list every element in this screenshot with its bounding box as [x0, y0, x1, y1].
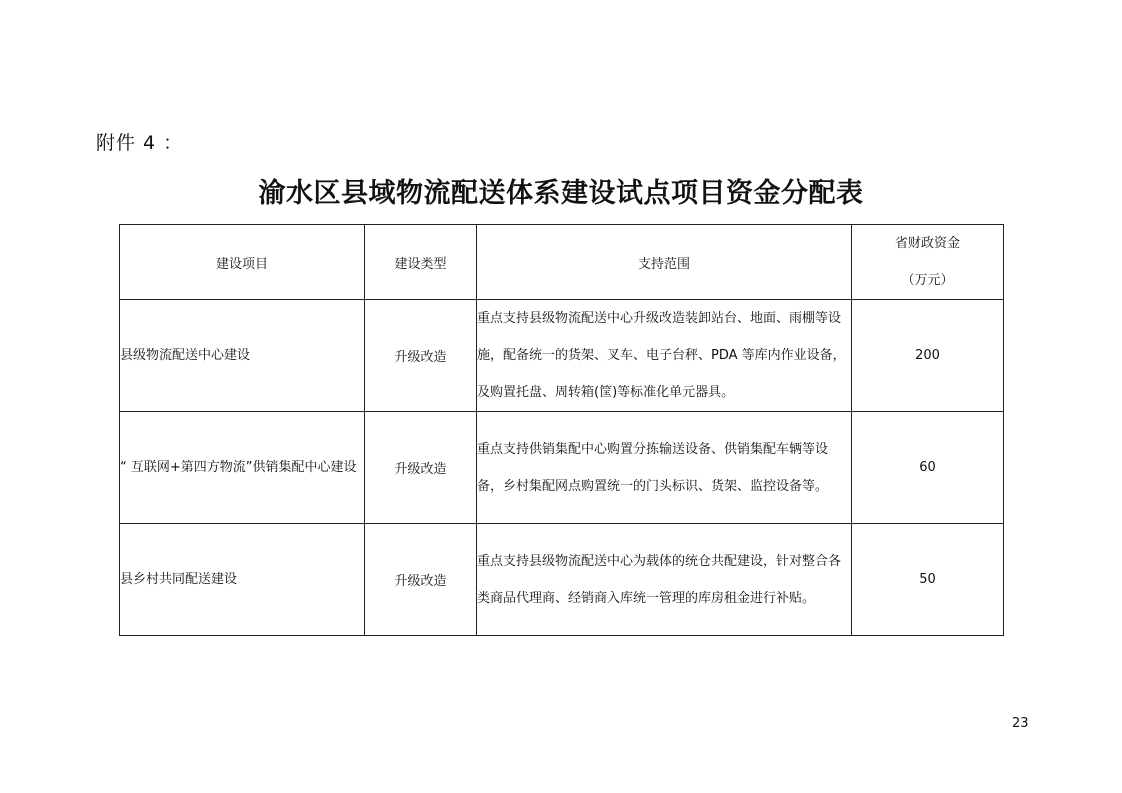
header-funding-label: 省财政资金 [894, 236, 960, 251]
table-row [120, 412, 1004, 524]
cell-funding: 50 [852, 524, 1004, 636]
cell-project: 县乡村共同配送建设 [120, 524, 365, 636]
cell-funding: 200 [852, 300, 1004, 412]
attachment-label: 附件 4 ： [96, 132, 184, 154]
fund-allocation-table [119, 224, 1004, 636]
document-title: 渝水区县域物流配送体系建设试点项目资金分配表 [258, 178, 864, 209]
header-funding-unit: （万元） [901, 273, 954, 288]
cell-project: “ 互联网+第四方物流”供销集配中心建设 [120, 412, 365, 524]
table-header-row [120, 225, 1004, 300]
cell-funding: 60 [852, 412, 1004, 524]
table-row [120, 524, 1004, 636]
cell-scope: 重点支持供销集配中心购置分拣输送设备、供销集配车辆等设备，乡村集配网点购置统一的门头标识、货架、监控设备等。 [477, 412, 852, 524]
table-row [120, 300, 1004, 412]
cell-scope: 重点支持县级物流配送中心升级改造装卸站台、地面、雨棚等设施，配备统一的货架、叉车、电子台秤、PDA 等库内作业设备，及购置托盘、周转箱(筐)等标准化单元器具。 [477, 300, 852, 412]
header-project: 建设项目 [120, 225, 365, 300]
cell-project: 县级物流配送中心建设 [120, 300, 365, 412]
header-funding [852, 225, 1004, 300]
header-scope: 支持范围 [477, 225, 852, 300]
cell-type: 升级改造 [365, 412, 477, 524]
cell-scope: 重点支持县级物流配送中心为载体的统仓共配建设，针对整合各类商品代理商、经销商入库统一管理的库房租金进行补贴。 [477, 524, 852, 636]
page-number: 23 [1012, 716, 1029, 731]
cell-type: 升级改造 [365, 300, 477, 412]
cell-type: 升级改造 [365, 524, 477, 636]
header-type: 建设类型 [365, 225, 477, 300]
